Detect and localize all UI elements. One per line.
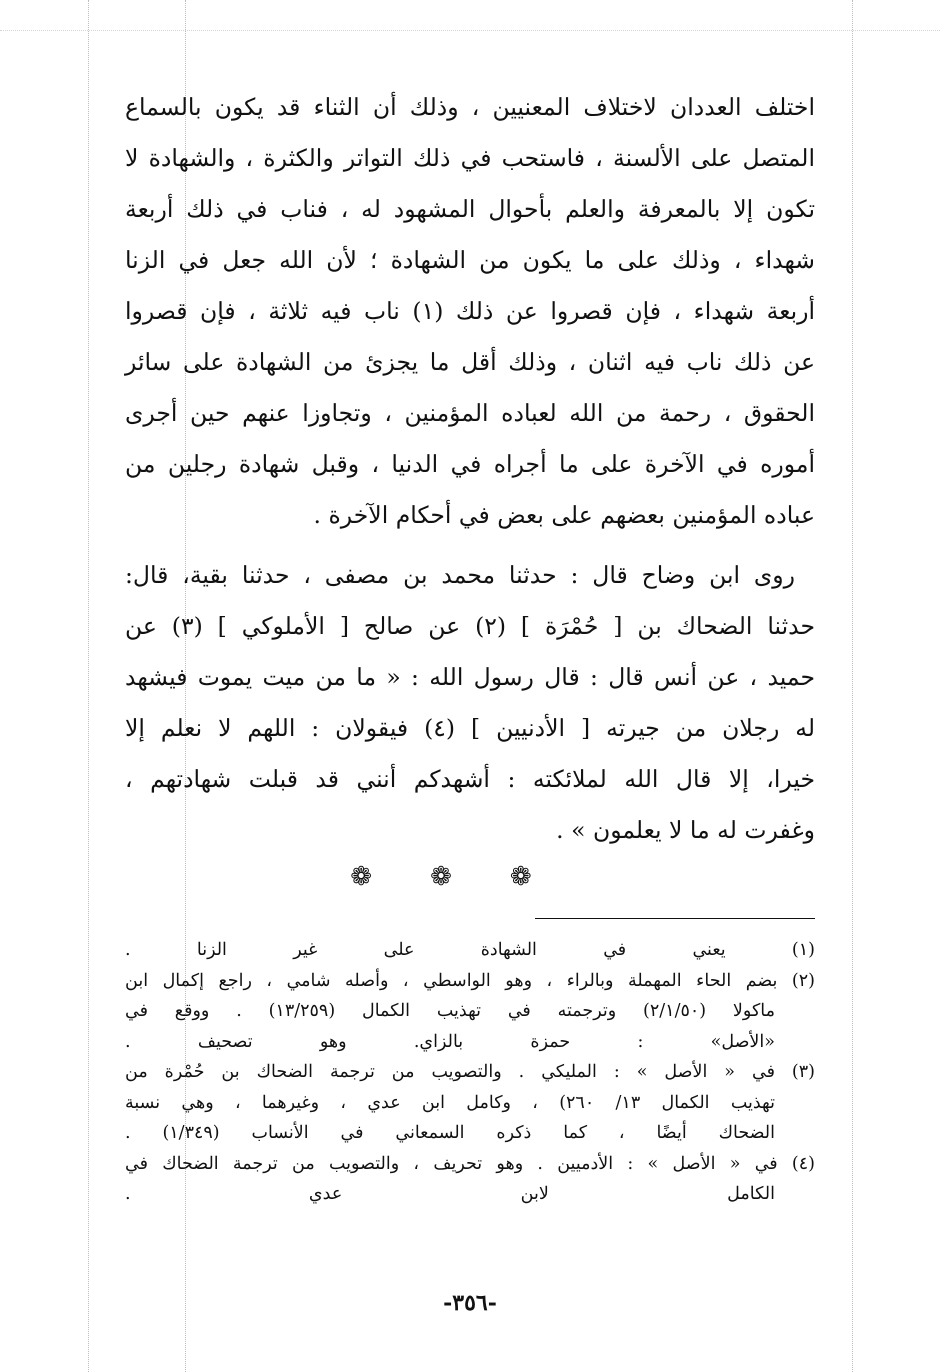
footnote-line: (٣) في « الأصل » : المليكي . والتصويب من ترجمة الضحاك بن حُمْرة من xyxy=(125,1062,815,1082)
paragraph-2 xyxy=(125,550,815,856)
footnote-line: (٢) بضم الحاء المهملة وبالراء ، وهو الواسطي ، وأصله شامي ، راجع إكمال ابن xyxy=(125,970,815,991)
footnote-line: «الأصل» : حمزة بالزاي. وهو تصحيف . xyxy=(125,1031,775,1052)
text-line: اختلف العددان لاختلاف المعنيين ، وذلك أن الثناء قد يكون بالسماع xyxy=(125,93,815,121)
text-line: حميد ، عن أنس قال : قال رسول الله : « ما من ميت يموت فيشهد xyxy=(125,663,815,691)
text-line: المتصل على الألسنة ، فاستحب في ذلك التواتر والكثرة ، والشهادة لا xyxy=(125,144,815,172)
text-line: حدثنا الضحاك بن [ حُمْرَة ] (٢) عن صالح [ الأملوكي ] (٣) عن xyxy=(125,612,815,640)
flower-ornament-icon: ❁ xyxy=(430,862,510,892)
footnote-divider xyxy=(535,918,815,919)
footnote-line: (٤) في « الأصل » : الأدميين . وهو تحريف ، والتصويب من ترجمة الضحاك في xyxy=(125,1153,815,1174)
text-line: الحقوق ، رحمة من الله لعباده المؤمنين ، وتجاوزا عنهم حين أجرى xyxy=(125,399,815,427)
footnote-line: (١) يعني في الشهادة على غير الزنا . xyxy=(125,940,815,960)
footnote-3 xyxy=(125,1057,815,1149)
text-line: أموره في الآخرة على ما أجراه في الدنيا ، وقبل شهادة رجلين من xyxy=(125,450,815,478)
text-line: تكون إلا بالمعرفة والعلم بأحوال المشهود له ، فناب في ذلك أربعة xyxy=(125,195,815,223)
footnote-line: الكامل لابن عدي . xyxy=(125,1184,775,1204)
footnote-line: الضحاك أيضًا ، كما ذكره السمعاني في الأنساب (١/٣٤٩) . xyxy=(125,1123,775,1143)
text-line: عباده المؤمنين بعضهم على بعض في أحكام الآخرة . xyxy=(313,501,815,529)
page-number: -٣٥٦- xyxy=(443,1290,497,1316)
text-line: أربعة شهداء ، فإن قصروا عن ذلك (١) ناب فيه ثلاثة ، فإن قصروا xyxy=(125,297,815,325)
text-line: شهداء ، وذلك على ما يكون من الشهادة ؛ لأن الله جعل في الزنا xyxy=(125,246,815,274)
footnote-line: تهذيب الكمال ١٣/ ٢٦٠) ، وكامل ابن عدي ، وغيرهما ، وهي نسبة xyxy=(125,1092,775,1113)
scan-guide-top xyxy=(0,30,940,31)
scan-guide-left xyxy=(88,0,89,1372)
text-line: وغفرت له ما لا يعلمون » . xyxy=(556,816,815,844)
text-line: له رجلان من جيرته [ الأدنيين ] (٤) فيقولان : اللهم لا نعلم إلا xyxy=(125,714,815,742)
footnote-2 xyxy=(125,966,815,1058)
section-separator xyxy=(0,862,940,892)
text-line: خيرا، إلا قال الله لملائكته : أشهدكم أنني قد قبلت شهادتهم ، xyxy=(125,765,815,793)
footnote-4 xyxy=(125,1149,815,1210)
footnote-1 xyxy=(125,935,815,966)
text-line: عن ذلك ناب فيه اثنان ، وذلك أقل ما يجزئ من الشهادة على سائر xyxy=(125,348,815,376)
flower-ornament-icon: ❁ xyxy=(350,862,431,892)
footnote-line: ماكولا (٢/١/٥٠) وترجمته في تهذيب الكمال (١٣/٢٥٩) . ووقع في xyxy=(125,1001,775,1021)
flower-ornament-icon: ❁ xyxy=(509,862,590,892)
paragraph-1 xyxy=(125,82,815,541)
scan-guide-right xyxy=(852,0,853,1372)
text-line: روى ابن وضاح قال : حدثنا محمد بن مصفى ، حدثنا بقية، قال: xyxy=(125,561,795,589)
footnotes xyxy=(125,935,815,1210)
